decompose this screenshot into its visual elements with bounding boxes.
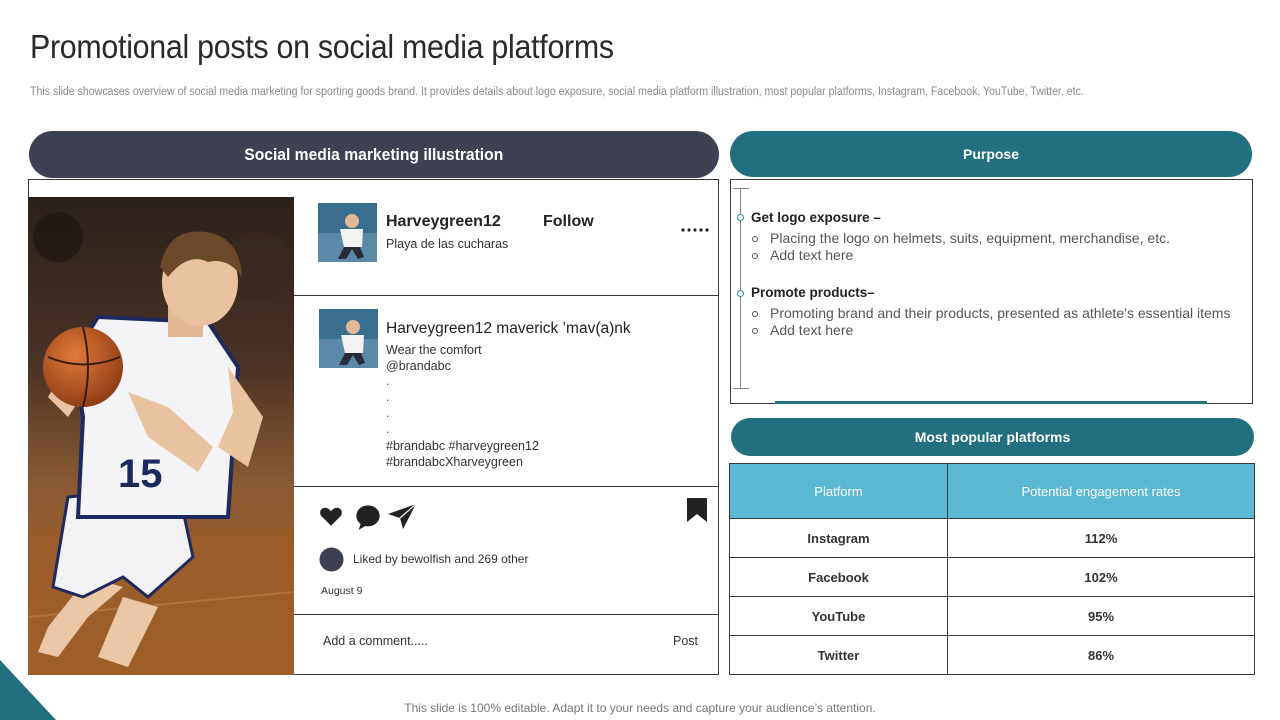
liker-avatar — [319, 547, 344, 577]
column-header: Platform — [730, 464, 948, 519]
caption-hashtags[interactable]: #brandabcXharveygreen — [386, 455, 523, 469]
bullet-icon — [737, 214, 744, 221]
bookmark-icon[interactable] — [686, 497, 708, 528]
platform-name: Twitter — [730, 636, 948, 675]
sub-bullet-icon — [752, 311, 758, 317]
purpose-accent-bar — [775, 401, 1207, 404]
ellipsis-icon[interactable] — [680, 222, 710, 240]
caption-dot: . — [386, 390, 390, 404]
post-username[interactable]: Harveygreen12 — [386, 213, 501, 230]
footer-note: This slide is 100% editable. Adapt it to your needs and capture your audience’s attention. — [404, 701, 876, 715]
comment-input[interactable]: Add a comment..... — [323, 634, 428, 648]
purpose-sub-item: Add text here — [770, 247, 854, 263]
purpose-timeline-cap — [733, 388, 749, 389]
send-icon[interactable] — [387, 502, 417, 535]
purpose-header: Purpose — [730, 131, 1252, 177]
post-avatar[interactable] — [318, 203, 377, 262]
engagement-rate: 112% — [948, 519, 1255, 558]
comment-icon[interactable] — [354, 503, 382, 536]
caption-line: Wear the comfort — [386, 343, 482, 357]
table-row — [730, 636, 1255, 675]
heart-icon[interactable] — [318, 503, 344, 534]
table-header-row — [730, 464, 1255, 519]
purpose-heading: Promote products– — [751, 285, 875, 300]
post-comment-button[interactable]: Post — [673, 634, 699, 648]
engagement-rate: 86% — [948, 636, 1255, 675]
purpose-sub-item: Add text here — [770, 322, 854, 338]
bullet-icon — [737, 290, 744, 297]
table-row — [730, 519, 1255, 558]
sub-bullet-icon — [752, 236, 758, 242]
purpose-sub-item: Promoting brand and their products, presented as athlete’s essential items — [770, 305, 1231, 321]
post-divider — [294, 614, 719, 615]
post-date: August 9 — [321, 585, 363, 597]
post-divider — [294, 295, 719, 296]
caption-heading: Harveygreen12 maverick ’mav(a)nk — [386, 320, 631, 337]
purpose-sub-item: Placing the logo on helmets, suits, equipment, merchandise, etc. — [770, 230, 1170, 246]
engagement-rate: 102% — [948, 558, 1255, 597]
follow-button[interactable]: Follow — [543, 213, 594, 230]
post-location: Playa de las cucharas — [386, 237, 509, 251]
purpose-heading: Get logo exposure – — [751, 210, 881, 225]
caption-dot: . — [386, 374, 390, 388]
page-title: Promotional posts on social media platforms — [30, 28, 614, 65]
platform-name: Instagram — [730, 519, 948, 558]
caption-dot: . — [386, 406, 390, 420]
caption-dot: . — [386, 422, 390, 436]
engagement-rate: 95% — [948, 597, 1255, 636]
post-divider — [294, 486, 719, 487]
table-row — [730, 558, 1255, 597]
page-subtitle: This slide showcases overview of social media marketing for sporting goods brand. It provides details about logo exposure, social media platform illustration, most popular platforms, Instagram, Facebook, YouTube, Twitter, etc. — [30, 86, 1084, 98]
platforms-header: Most popular platforms — [731, 418, 1254, 456]
sub-bullet-icon — [752, 328, 758, 334]
caption-avatar[interactable] — [319, 309, 378, 368]
platforms-table — [729, 463, 1255, 675]
likes-text[interactable]: Liked by bewolfish and 269 other — [353, 552, 529, 566]
table-row — [730, 597, 1255, 636]
platform-name: Facebook — [730, 558, 948, 597]
platform-name: YouTube — [730, 597, 948, 636]
basketball-player-photo — [28, 197, 294, 675]
sub-bullet-icon — [752, 253, 758, 259]
svg-text:15: 15 — [118, 452, 163, 496]
column-header: Potential engagement rates — [948, 464, 1255, 519]
caption-mention[interactable]: @brandabc — [386, 359, 451, 373]
purpose-timeline-cap — [733, 188, 749, 189]
caption-hashtags[interactable]: #brandabc #harveygreen12 — [386, 439, 539, 453]
illustration-header: Social media marketing illustration — [29, 131, 719, 178]
